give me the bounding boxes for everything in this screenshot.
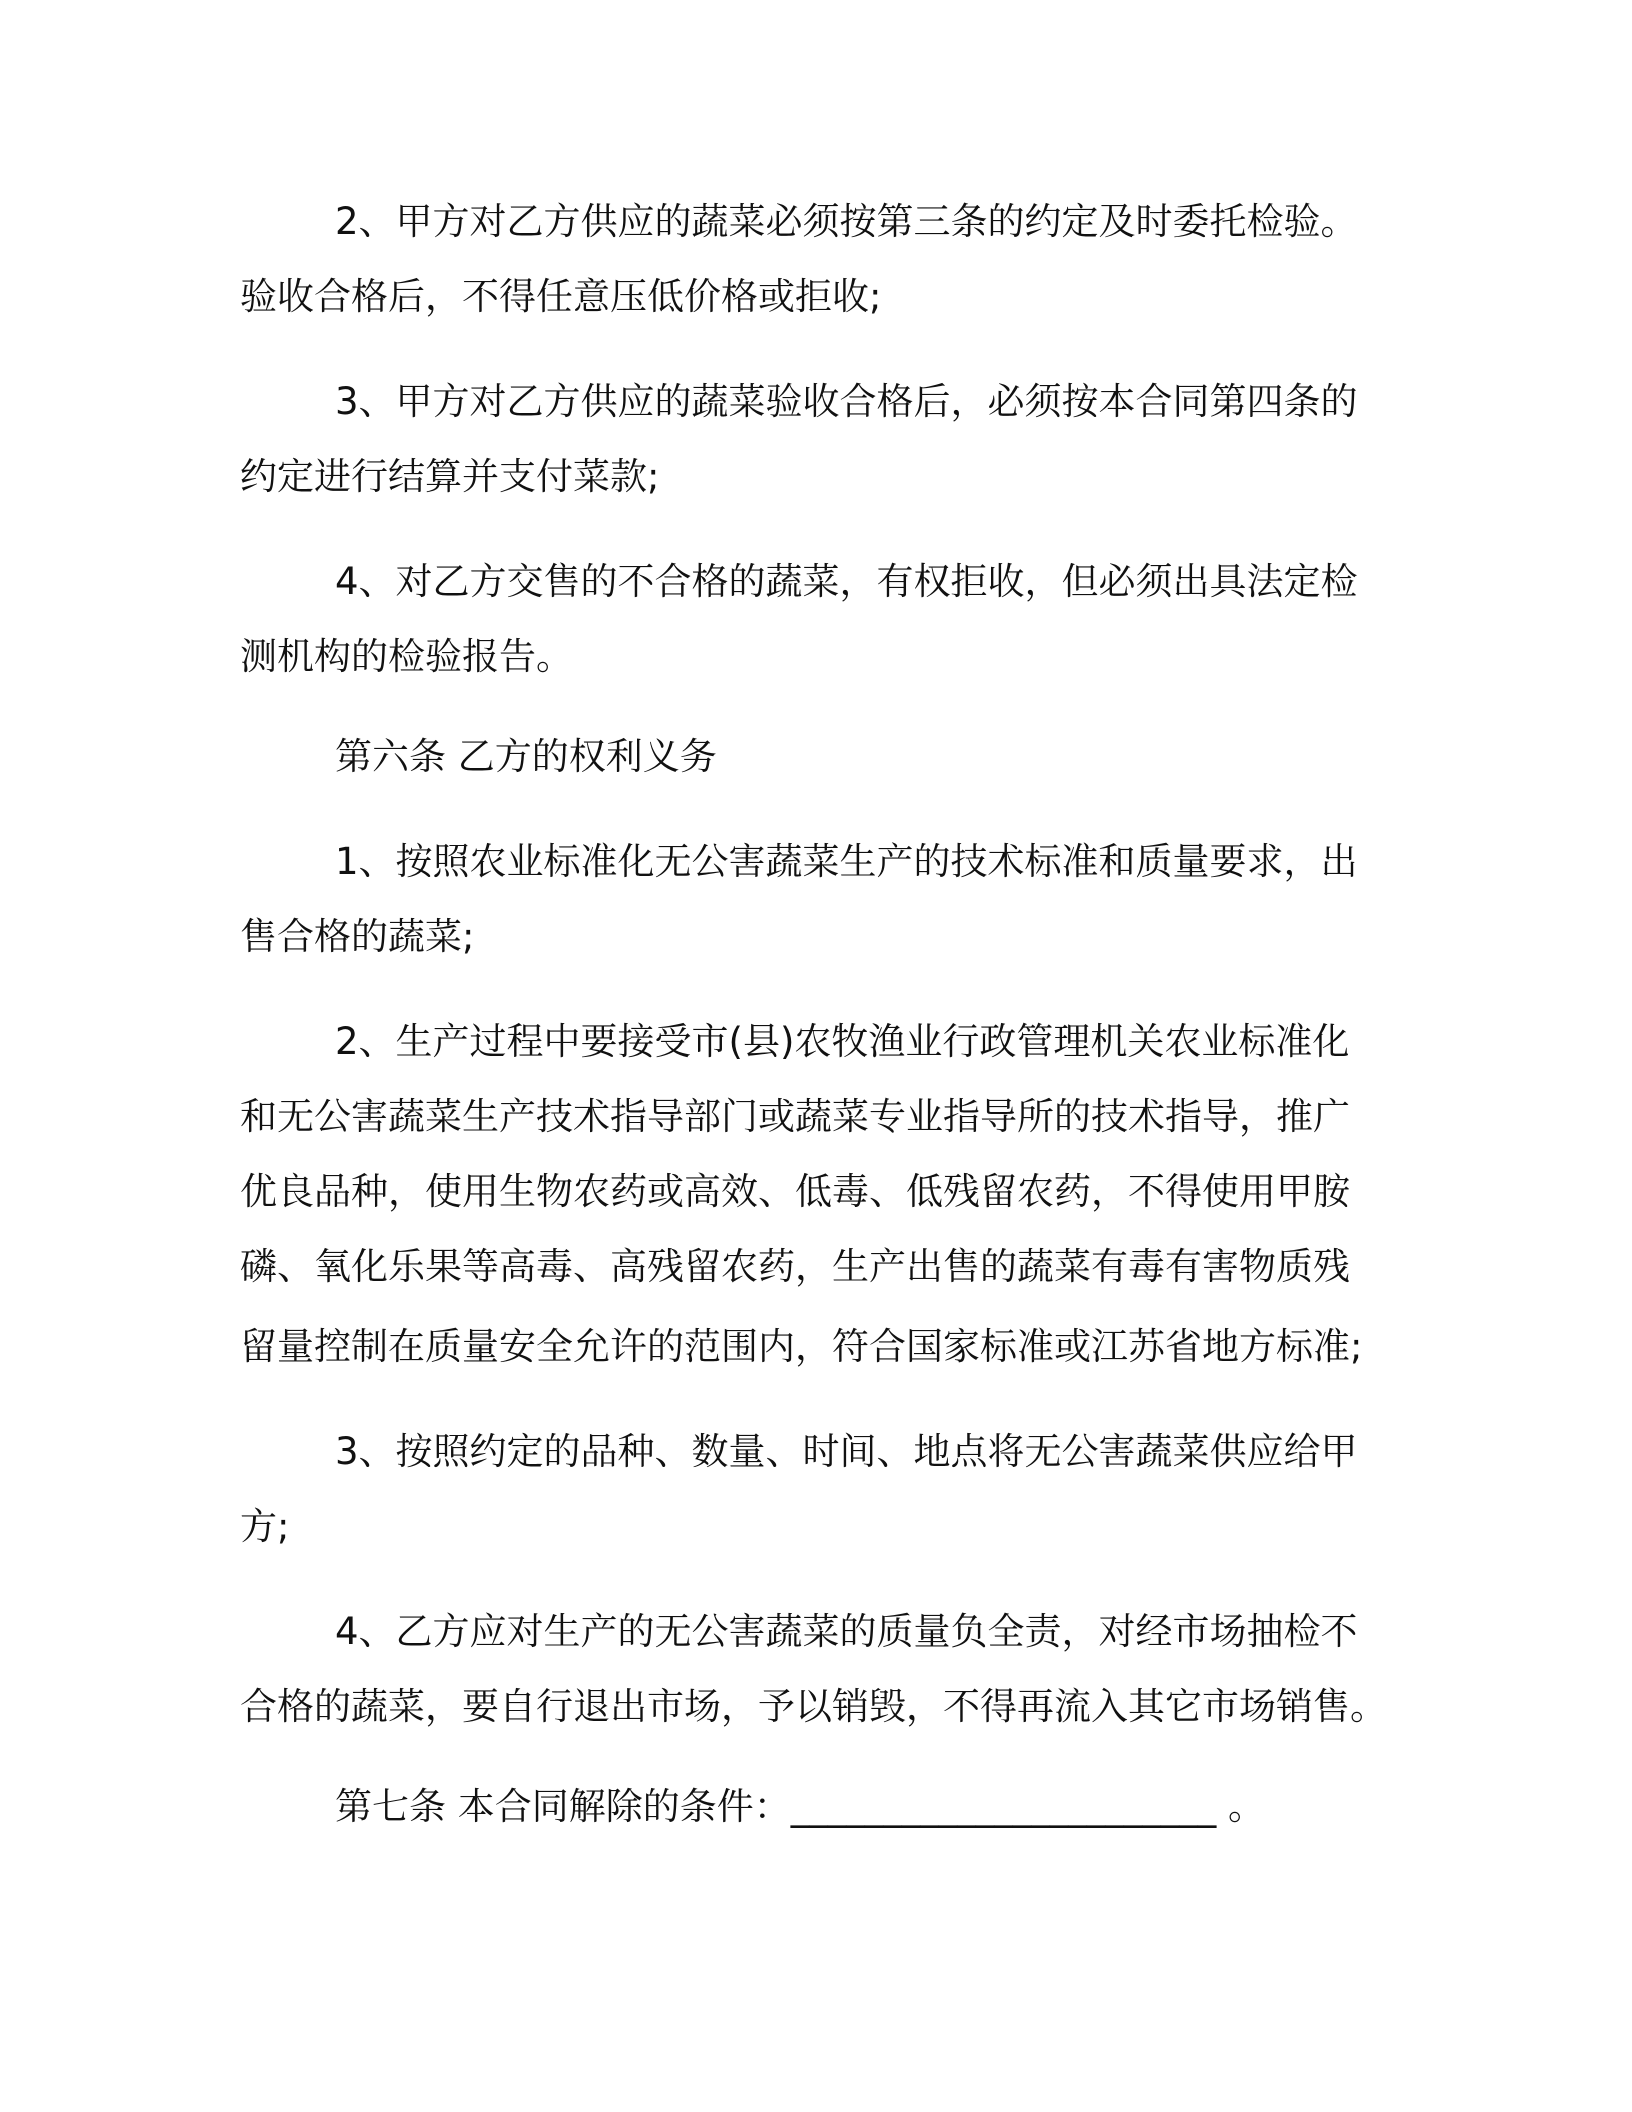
clause-7-heading: 第七条 本合同解除的条件：_______________________ 。: [335, 1785, 1266, 1828]
clause-5-item-4-line-2: 测机构的检验报告。: [240, 635, 573, 678]
clause-6-item-3-line-1: 3、按照约定的品种、数量、时间、地点将无公害蔬菜供应给甲: [335, 1430, 1358, 1473]
clause-6-item-4-line-1: 4、乙方应对生产的无公害蔬菜的质量负全责，对经市场抽检不: [335, 1610, 1358, 1653]
clause-6-item-4-line-2: 合格的蔬菜，要自行退出市场，予以销毁，不得再流入其它市场销售。: [240, 1685, 1387, 1728]
clause-5-item-2-line-1: 2、甲方对乙方供应的蔬菜必须按第三条的约定及时委托检验。: [335, 200, 1358, 243]
clause-6-item-2-line-2: 和无公害蔬菜生产技术指导部门或蔬菜专业指导所的技术指导，推广: [240, 1095, 1350, 1138]
clause-5-item-3-line-2: 约定进行结算并支付菜款;: [240, 455, 660, 498]
clause-5-item-2-line-2: 验收合格后，不得任意压低价格或拒收;: [240, 275, 882, 318]
clause-6-item-2-line-1: 2、生产过程中要接受市(县)农牧渔业行政管理机关农业标准化: [335, 1020, 1350, 1063]
clause-6-item-2-line-5: 留量控制在质量安全允许的范围内，符合国家标准或江苏省地方标准;: [240, 1325, 1363, 1368]
clause-6-item-2-line-3: 优良品种，使用生物农药或高效、低毒、低残留农药，不得使用甲胺: [240, 1170, 1350, 1213]
clause-5-item-4-line-1: 4、对乙方交售的不合格的蔬菜，有权拒收，但必须出具法定检: [335, 560, 1358, 603]
clause-6-item-1-line-1: 1、按照农业标准化无公害蔬菜生产的技术标准和质量要求，出: [335, 840, 1358, 883]
clause-6-heading: 第六条 乙方的权利义务: [335, 735, 717, 778]
clause-6-item-1-line-2: 售合格的蔬菜;: [240, 915, 475, 958]
clause-5-item-3-line-1: 3、甲方对乙方供应的蔬菜验收合格后，必须按本合同第四条的: [335, 380, 1358, 423]
clause-6-item-2-line-4: 磷、氧化乐果等高毒、高残留农药，生产出售的蔬菜有毒有害物质残: [240, 1245, 1350, 1288]
clause-6-item-3-line-2: 方;: [240, 1505, 290, 1548]
